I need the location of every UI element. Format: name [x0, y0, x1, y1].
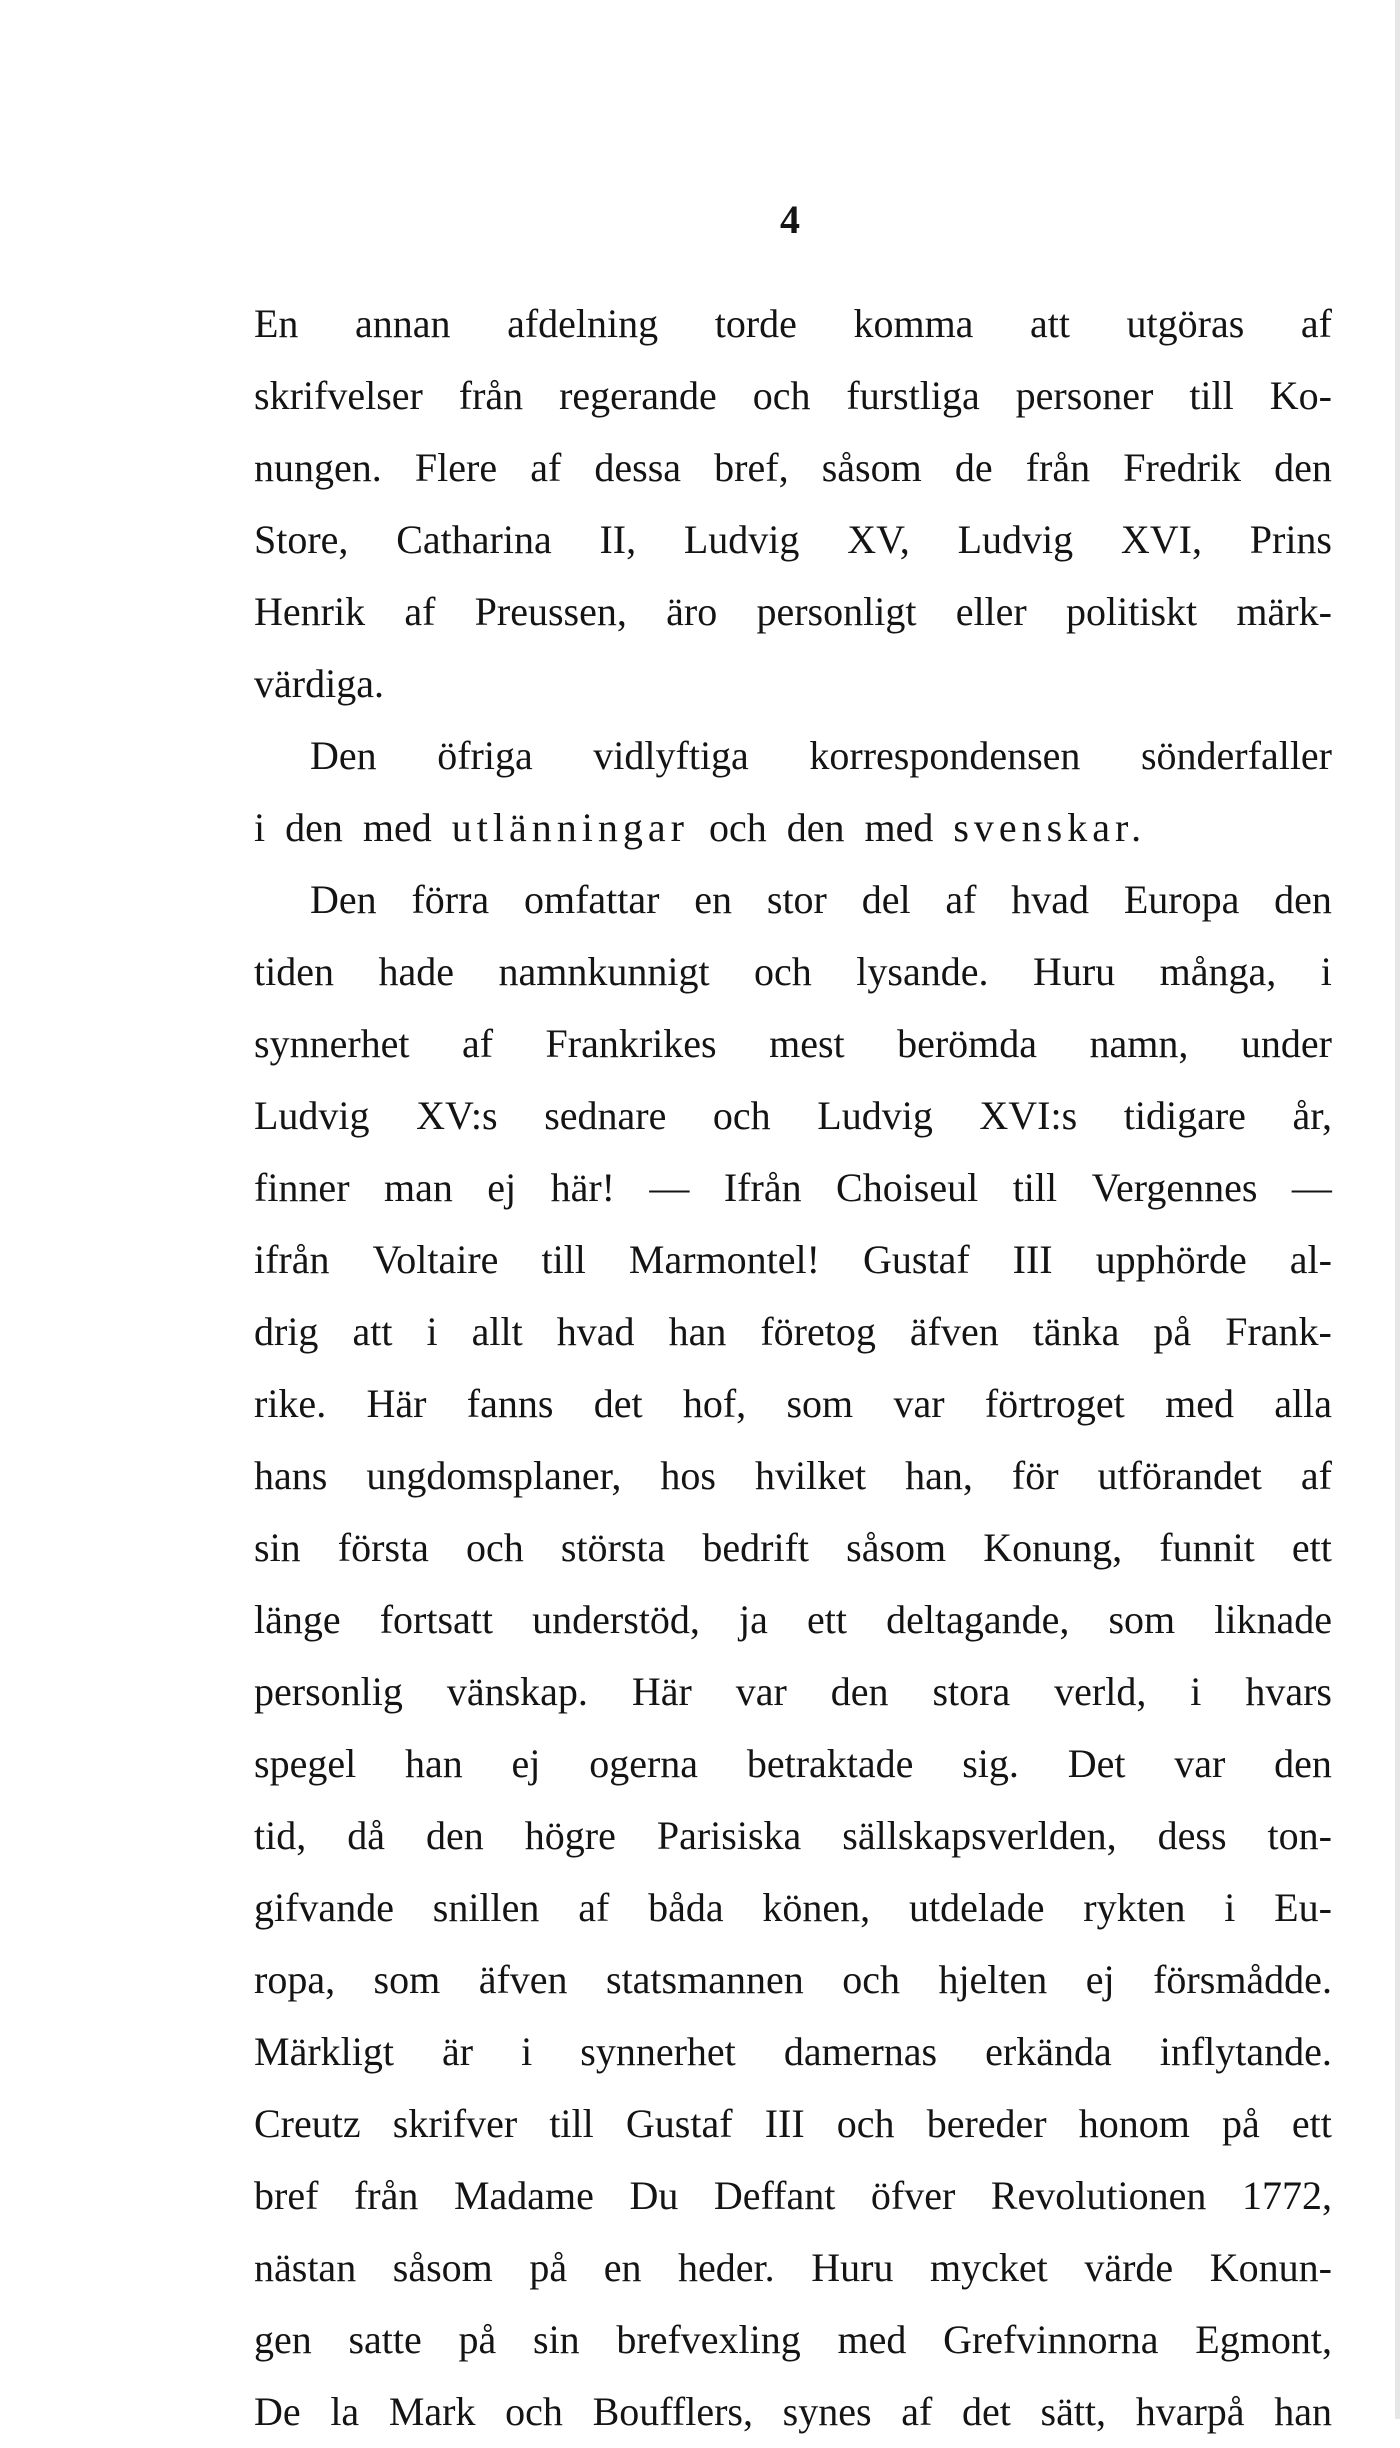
word: skrifvelser [254, 373, 423, 418]
word: tidigare [1123, 1093, 1246, 1138]
word: fanns [466, 1381, 554, 1426]
word: Ludvig [957, 517, 1074, 562]
word: af [404, 589, 436, 634]
word: öfriga [437, 733, 533, 778]
word: synnerhet [580, 2029, 736, 2074]
word: som [373, 1957, 441, 2002]
word: gen [254, 2317, 312, 2362]
word: spegel [254, 1741, 357, 1786]
word: Vergennes [1091, 1165, 1258, 1210]
word: heder. [678, 2245, 775, 2290]
word: den [1274, 1741, 1332, 1786]
word: värdiga. [254, 661, 384, 706]
word: mycket [930, 2245, 1048, 2290]
word: den [830, 1669, 889, 1714]
text-line [254, 2160, 1332, 2232]
word: tänka [1032, 1309, 1120, 1354]
word: till [549, 2101, 594, 2146]
word: var [893, 1381, 945, 1426]
word: att [352, 1309, 393, 1354]
word: Preussen, [474, 589, 627, 634]
word: på [529, 2245, 568, 2290]
word: Parisiska [656, 1813, 802, 1858]
text-line [254, 360, 1332, 432]
word: hvad [1011, 877, 1090, 922]
word: Creutz [254, 2101, 361, 2146]
word: snillen [432, 1885, 540, 1930]
word: fortsatt [379, 1597, 494, 1642]
word: på [458, 2317, 497, 2362]
word: till [541, 1237, 586, 1282]
word: hos [660, 1453, 716, 1498]
word: Ludvig [254, 1093, 370, 1138]
word: Europa [1123, 877, 1240, 922]
word: hvarpå [1135, 2389, 1245, 2434]
word: af [901, 2389, 933, 2434]
word: och [842, 1957, 900, 2002]
text-line [254, 2088, 1332, 2160]
word: många, [1159, 949, 1277, 994]
word: tiden [254, 949, 334, 994]
word: Eu- [1274, 1885, 1332, 1930]
word: den [1274, 877, 1332, 922]
word: vänskap. [446, 1669, 588, 1714]
word: ej [511, 1741, 541, 1786]
word: han, [905, 1453, 973, 1498]
word: Henrik [254, 589, 366, 634]
word: finner [254, 1165, 350, 1210]
word: som [1108, 1597, 1176, 1642]
word: ej [487, 1165, 517, 1210]
word: och [708, 805, 767, 850]
word: En [254, 301, 299, 346]
word: äfven [909, 1309, 999, 1354]
word: rykten [1083, 1885, 1186, 1930]
word: och [505, 2389, 563, 2434]
word: hof, [682, 1381, 747, 1426]
word: ett [1291, 1525, 1332, 1570]
word: under [1240, 1021, 1332, 1066]
text-line [254, 1368, 1332, 1440]
word: Du [629, 2173, 679, 2218]
word: af [578, 1885, 610, 1930]
word: verld, [1054, 1669, 1147, 1714]
text-line [254, 936, 1332, 1008]
word: i [1320, 949, 1332, 994]
word: Prins [1249, 517, 1332, 562]
word: synnerhet [254, 1021, 410, 1066]
text-line [254, 1656, 1332, 1728]
word: ton- [1267, 1813, 1332, 1858]
word: torde [714, 301, 797, 346]
word: den [285, 805, 343, 850]
text-line [254, 2376, 1332, 2448]
word: Det [1067, 1741, 1126, 1786]
word: första [337, 1525, 429, 1570]
word: skrifver [392, 2101, 518, 2146]
word: är [442, 2029, 474, 2074]
word: Flere [414, 445, 498, 490]
word: han [1274, 2389, 1332, 2434]
text-line [254, 1512, 1332, 1584]
word: hvilket [754, 1453, 867, 1498]
word: namnkunnigt [498, 949, 710, 994]
word: högre [524, 1813, 616, 1858]
word: allt [471, 1309, 523, 1354]
word: Ko- [1269, 373, 1332, 418]
word: ropa, [254, 1957, 336, 2002]
word: komma [853, 301, 974, 346]
word: Fredrik [1123, 445, 1242, 490]
word: utgöras [1126, 301, 1245, 346]
text-line [254, 792, 1332, 864]
word: svenskar. [953, 805, 1147, 850]
word: Här [631, 1669, 692, 1714]
word: Madame [453, 2173, 594, 2218]
word: funnit [1159, 1525, 1255, 1570]
word: Konun- [1209, 2245, 1332, 2290]
word: för [1011, 1453, 1059, 1498]
word: XV:s [416, 1093, 498, 1138]
word: Gustaf [863, 1237, 970, 1282]
word: af [530, 445, 562, 490]
word: rike. [254, 1381, 327, 1426]
word: al- [1289, 1237, 1332, 1282]
word: i [521, 2029, 533, 2074]
word: — [1291, 1165, 1332, 1210]
word: sin [533, 2317, 580, 2362]
word: från [458, 373, 524, 418]
word: af [461, 1021, 494, 1066]
word: Choiseul [836, 1165, 979, 1210]
word: att [1030, 301, 1070, 346]
word: Frank- [1225, 1309, 1332, 1354]
word: utdelade [908, 1885, 1045, 1930]
word: Huru [1032, 949, 1116, 994]
text-line [254, 504, 1332, 576]
text-line [254, 2232, 1332, 2304]
word: III [1012, 1237, 1053, 1282]
word: han [404, 1741, 463, 1786]
text-line [254, 1440, 1332, 1512]
word: i [1224, 1885, 1236, 1930]
word: alla [1274, 1381, 1332, 1426]
word: man [383, 1165, 453, 1210]
word: hvad [556, 1309, 635, 1354]
word: den [1274, 445, 1332, 490]
word: förra [411, 877, 490, 922]
word: III [764, 2101, 805, 2146]
word: såsom [821, 445, 922, 490]
word: Konung, [983, 1525, 1123, 1570]
scan-edge [1395, 0, 1400, 2419]
text-line [254, 864, 1332, 936]
word: sätt, [1040, 2389, 1107, 2434]
word: eller [955, 589, 1027, 634]
text-line [254, 1944, 1332, 2016]
word: hvars [1245, 1669, 1332, 1714]
word: XVI:s [979, 1093, 1078, 1138]
word: på [1222, 2101, 1260, 2146]
word: en [694, 877, 733, 922]
word: 1772, [1241, 2173, 1332, 2218]
word: Egmont, [1195, 2317, 1332, 2362]
word: i [254, 805, 266, 850]
word: drig [254, 1309, 319, 1354]
word: ej [1085, 1957, 1115, 2002]
text-line [254, 1800, 1332, 1872]
word: stora [932, 1669, 1011, 1714]
word: Grefvinnorna [943, 2317, 1159, 2362]
word: synes [782, 2389, 872, 2434]
word: afdelning [507, 301, 659, 346]
word: bereder [926, 2101, 1047, 2146]
word: sednare [544, 1093, 667, 1138]
word: Den [310, 877, 377, 922]
word: utförandet [1097, 1453, 1262, 1498]
word: upphörde [1095, 1237, 1247, 1282]
word: en [603, 2245, 642, 2290]
word: ja [739, 1597, 768, 1642]
word: sällskapsverlden, [842, 1813, 1117, 1858]
word: Här [366, 1381, 427, 1426]
word: ett [1291, 2101, 1332, 2146]
word: och [836, 2101, 895, 2146]
text-line [254, 1008, 1332, 1080]
word: af [945, 877, 977, 922]
word: personlig [254, 1669, 403, 1714]
text-line [254, 1728, 1332, 1800]
word: båda [648, 1885, 724, 1930]
word: af [1300, 1453, 1332, 1498]
word: nungen. [254, 445, 382, 490]
word: det [593, 1381, 643, 1426]
word: honom [1078, 2101, 1190, 2146]
word: försmådde. [1153, 1957, 1332, 2002]
word: Frankrikes [545, 1021, 717, 1066]
text-line [254, 1296, 1332, 1368]
word: på [1153, 1309, 1192, 1354]
word: som [786, 1381, 854, 1426]
word: länge [254, 1597, 341, 1642]
word: Deffant [713, 2173, 836, 2218]
word: år, [1292, 1093, 1332, 1138]
word: brefvexling [616, 2317, 801, 2362]
word: Catharina [396, 517, 552, 562]
word: Voltaire [372, 1237, 499, 1282]
word: personer [1015, 373, 1154, 418]
word: Revolutionen [990, 2173, 1207, 2218]
word: politiskt [1066, 589, 1198, 634]
word: var [1174, 1741, 1226, 1786]
word: den [786, 805, 845, 850]
word: Boufflers, [592, 2389, 753, 2434]
word: — [649, 1165, 690, 1210]
word: af [1300, 301, 1332, 346]
text-line [254, 1872, 1332, 1944]
word: han [668, 1309, 727, 1354]
word: med [864, 805, 934, 850]
text-line [254, 1584, 1332, 1656]
word: tid, [254, 1813, 307, 1858]
word: Märkligt [254, 2029, 394, 2074]
word: äro [666, 589, 718, 634]
word: damernas [783, 2029, 938, 2074]
word: ifrån [254, 1237, 330, 1282]
word: del [861, 877, 911, 922]
word: förtroget [984, 1381, 1125, 1426]
page-number: 4 [780, 197, 800, 242]
text-line [254, 720, 1332, 792]
word: XV, [847, 517, 910, 562]
word: med [1165, 1381, 1234, 1426]
word: och [754, 949, 812, 994]
word: och [712, 1093, 771, 1138]
word: Ifrån [723, 1165, 802, 1210]
text-line [254, 432, 1332, 504]
text-line [254, 576, 1332, 648]
word: Mark [388, 2389, 476, 2434]
word: bref [254, 2173, 319, 2218]
word: sin [254, 1525, 301, 1570]
word: sönderfaller [1140, 733, 1332, 778]
word: ungdomsplaner, [366, 1453, 622, 1498]
word: med [362, 805, 432, 850]
word: Den [310, 733, 377, 778]
word: II, [599, 517, 637, 562]
text-line [254, 648, 1332, 720]
word: erkända [985, 2029, 1112, 2074]
word: bedrift [702, 1525, 810, 1570]
text-line [254, 1152, 1332, 1224]
word: annan [355, 301, 451, 346]
text-line [254, 2304, 1332, 2376]
word: understöd, [532, 1597, 700, 1642]
word: personligt [756, 589, 917, 634]
word: största [560, 1525, 666, 1570]
word: omfattar [523, 877, 660, 922]
word: könen, [762, 1885, 871, 1930]
word: satte [348, 2317, 422, 2362]
word: bref, [714, 445, 789, 490]
word: De [254, 2389, 301, 2434]
word: de [954, 445, 993, 490]
body-text [254, 288, 1332, 2448]
word: utlänningar [451, 805, 689, 850]
word: furstliga [846, 373, 980, 418]
word: då [347, 1813, 385, 1858]
word: ogerna [589, 1741, 699, 1786]
word: äfven [478, 1957, 568, 2002]
word: nästan [254, 2245, 357, 2290]
word: Store, [254, 517, 349, 562]
word: la [330, 2389, 360, 2434]
word: hjelten [938, 1957, 1048, 2002]
text-line [254, 2016, 1332, 2088]
text-line [254, 288, 1332, 360]
word: från [353, 2173, 419, 2218]
word: sig. [962, 1741, 1019, 1786]
word: med [837, 2317, 907, 2362]
word: statsmannen [606, 1957, 804, 2002]
word: och [752, 373, 811, 418]
word: såsom [392, 2245, 493, 2290]
word: Ludvig [817, 1093, 933, 1138]
word: Huru [811, 2245, 894, 2290]
word: här! [550, 1165, 615, 1210]
word: deltagande, [886, 1597, 1070, 1642]
word: till [1012, 1165, 1058, 1210]
word: från [1025, 445, 1091, 490]
word: värde [1084, 2245, 1174, 2290]
word: det [961, 2389, 1011, 2434]
word: såsom [846, 1525, 947, 1570]
word: namn, [1089, 1021, 1189, 1066]
text-line [254, 1224, 1332, 1296]
word: inflytande. [1159, 2029, 1332, 2074]
word: stor [766, 877, 827, 922]
text-line [254, 1080, 1332, 1152]
word: lysande. [856, 949, 989, 994]
word: dess [1157, 1813, 1227, 1858]
word: och [465, 1525, 524, 1570]
word: märk- [1236, 589, 1332, 634]
word: vidlyftiga [593, 733, 749, 778]
word: mest [769, 1021, 845, 1066]
word: företog [760, 1309, 876, 1354]
word: var [735, 1669, 787, 1714]
word: i [1190, 1669, 1202, 1714]
word: berömda [897, 1021, 1038, 1066]
word: korrespondensen [809, 733, 1081, 778]
word: till [1189, 373, 1234, 418]
word: regerande [559, 373, 717, 418]
word: Gustaf [625, 2101, 733, 2146]
word: ett [807, 1597, 847, 1642]
word: i [426, 1309, 438, 1354]
word: Marmontel! [628, 1237, 820, 1282]
word: XVI, [1120, 517, 1202, 562]
word: Ludvig [683, 517, 800, 562]
word: öfver [870, 2173, 956, 2218]
word: hade [378, 949, 454, 994]
word: den [426, 1813, 484, 1858]
word: betraktade [746, 1741, 914, 1786]
word: liknade [1214, 1597, 1332, 1642]
word: dessa [594, 445, 682, 490]
word: gifvande [254, 1885, 394, 1930]
word: hans [254, 1453, 328, 1498]
